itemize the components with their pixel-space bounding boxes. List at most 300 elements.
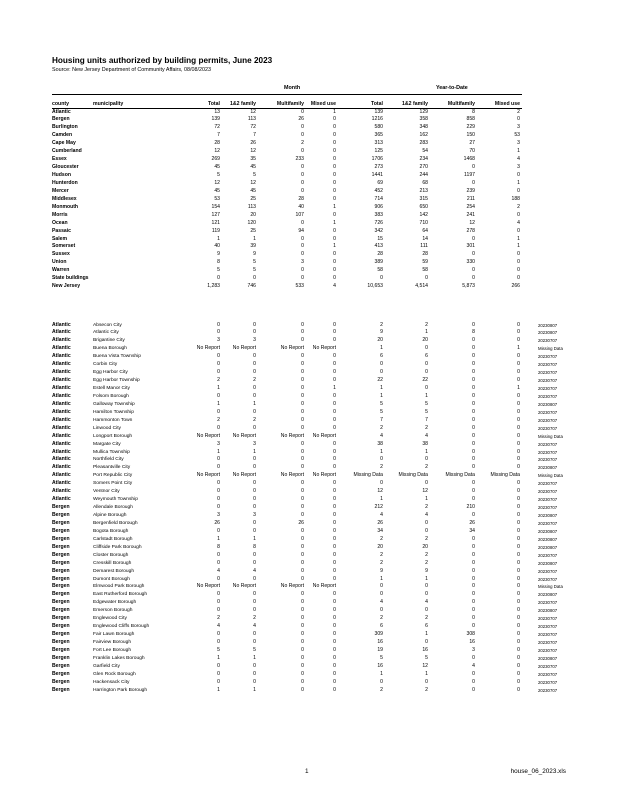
municipality-name: Dumont Borough	[93, 576, 130, 582]
value-cell: 12	[214, 148, 220, 155]
report-date: 20230707	[538, 552, 558, 558]
county-name: Atlantic	[52, 488, 71, 495]
value-cell: 0	[301, 408, 304, 415]
value-cell: 0	[333, 607, 336, 614]
value-cell: 283	[419, 140, 428, 147]
report-date: 20230707	[538, 425, 558, 431]
table-row	[0, 385, 618, 393]
value-cell: 1	[425, 575, 428, 582]
value-cell: 0	[517, 361, 520, 368]
county-name: Bergen	[52, 678, 70, 685]
value-cell: 0	[380, 678, 383, 685]
value-cell: 13	[214, 108, 220, 115]
value-cell: 239	[466, 187, 475, 194]
county-name: Atlantic	[52, 448, 71, 455]
municipality-detail-table	[0, 322, 618, 695]
value-cell: 0	[217, 670, 220, 677]
value-cell: 0	[472, 321, 475, 328]
value-cell: 309	[374, 631, 383, 638]
value-cell: 266	[511, 283, 520, 290]
report-date: 20230807	[538, 544, 558, 550]
county-name: Bergen	[52, 116, 70, 123]
value-cell: 4	[425, 432, 428, 439]
value-cell: 0	[253, 329, 256, 336]
value-cell: 20	[422, 543, 428, 550]
table-row	[0, 647, 618, 655]
file-name: house_06_2023.xls	[510, 768, 566, 775]
value-cell: 358	[419, 116, 428, 123]
col-ytd-total: Total	[370, 101, 383, 107]
report-date: 20230707	[538, 386, 558, 391]
value-cell: 2	[425, 686, 428, 693]
municipality-name: Elmwood Park Borough	[93, 584, 145, 590]
value-cell: 0	[472, 353, 475, 360]
municipality-name: Brigantine City	[93, 338, 125, 344]
value-cell: 315	[419, 195, 428, 202]
report-date: 20230707	[538, 393, 558, 399]
report-date: 20230807	[538, 536, 558, 542]
value-cell: 7	[253, 132, 256, 139]
col-ytd-mixeduse: Mixed use	[494, 101, 520, 107]
county-name: Camden	[52, 132, 73, 139]
municipality-name: Pleasantville City	[93, 465, 131, 471]
value-cell: 0	[472, 164, 475, 171]
value-cell: 0	[301, 654, 304, 661]
municipality-name: Buena Vista Township	[93, 354, 141, 360]
value-cell: 1	[333, 385, 336, 391]
value-cell: 0	[301, 353, 304, 360]
value-cell: 0	[301, 543, 304, 550]
value-cell: No Report	[232, 472, 256, 479]
value-cell: 1,283	[207, 283, 220, 290]
value-cell: 16	[422, 646, 428, 653]
table-row	[0, 655, 618, 663]
value-cell: No Report	[196, 472, 220, 479]
value-cell: 58	[422, 267, 428, 274]
value-cell: 0	[517, 464, 520, 471]
county-name: Passaic	[52, 227, 71, 234]
value-cell: 0	[517, 543, 520, 550]
county-name: Bergen	[52, 535, 70, 542]
value-cell: 1	[217, 385, 220, 391]
value-cell: 0	[425, 345, 428, 352]
value-cell: 0	[333, 337, 336, 344]
table-row	[0, 591, 618, 599]
table-row	[0, 576, 618, 584]
report-date: 20230707	[538, 481, 558, 487]
value-cell: 0	[517, 408, 520, 415]
value-cell: 710	[419, 219, 428, 226]
county-name: Ocean	[52, 219, 68, 226]
value-cell: No Report	[196, 432, 220, 439]
value-cell: 2	[217, 416, 220, 423]
value-cell: 0	[517, 480, 520, 487]
value-cell: 26	[214, 519, 220, 526]
value-cell: 2	[380, 321, 383, 328]
value-cell: 0	[472, 464, 475, 471]
county-name: Bergen	[52, 599, 70, 606]
value-cell: 0	[472, 448, 475, 455]
county-name: Atlantic	[52, 329, 71, 336]
value-cell: 3	[517, 164, 520, 171]
summary-row	[0, 275, 618, 283]
value-cell: Missing Data	[353, 472, 383, 479]
value-cell: No Report	[232, 583, 256, 590]
value-cell: 0	[380, 456, 383, 463]
table-row	[0, 417, 618, 425]
value-cell: 38	[422, 440, 428, 447]
report-date: 20230807	[538, 592, 558, 598]
municipality-name: Cliffside Park Borough	[93, 544, 142, 550]
value-cell: 54	[422, 148, 428, 155]
value-cell: Missing Data	[490, 472, 520, 479]
table-row	[0, 528, 618, 536]
value-cell: No Report	[312, 432, 336, 439]
value-cell: 0	[472, 369, 475, 376]
table-row	[0, 401, 618, 409]
value-cell: 0	[333, 440, 336, 447]
value-cell: 45	[214, 187, 220, 194]
value-cell: 0	[253, 424, 256, 431]
value-cell: 2	[425, 504, 428, 511]
value-cell: 0	[301, 251, 304, 258]
value-cell: 0	[217, 369, 220, 376]
value-cell: 0	[217, 678, 220, 685]
value-cell: 0	[333, 488, 336, 495]
report-date: Missing Data	[538, 433, 563, 439]
value-cell: 0	[333, 369, 336, 376]
value-cell: 413	[374, 243, 383, 250]
report-date: 20230807	[538, 401, 558, 407]
report-date: 20230707	[538, 354, 558, 360]
value-cell: 330	[466, 259, 475, 266]
value-cell: 0	[380, 275, 383, 282]
table-row	[0, 599, 618, 607]
table-row	[0, 679, 618, 687]
value-cell: 0	[333, 424, 336, 431]
county-name: Atlantic	[52, 337, 71, 344]
value-cell: 28	[214, 140, 220, 147]
county-name: Atlantic	[52, 408, 71, 415]
value-cell: 0	[333, 670, 336, 677]
value-cell: 0	[253, 392, 256, 399]
value-cell: 40	[298, 203, 304, 210]
value-cell: 0	[301, 337, 304, 344]
value-cell: 0	[301, 416, 304, 423]
municipality-name: Alpine Borough	[93, 513, 127, 518]
municipality-name: Northfield City	[93, 457, 124, 463]
value-cell: 2	[425, 559, 428, 566]
value-cell: 1	[425, 670, 428, 677]
value-cell: 0	[517, 369, 520, 376]
value-cell: 342	[374, 227, 383, 234]
value-cell: 10,653	[367, 283, 383, 290]
value-cell: 0	[301, 243, 304, 250]
value-cell: 0	[253, 519, 256, 526]
value-cell: 12	[250, 148, 256, 155]
county-name: Bergen	[52, 615, 70, 622]
value-cell: 313	[374, 140, 383, 147]
header-divider-top	[52, 94, 522, 95]
value-cell: 0	[301, 385, 304, 391]
county-name: Burlington	[52, 124, 78, 131]
value-cell: 0	[517, 631, 520, 638]
value-cell: 0	[301, 179, 304, 186]
value-cell: 0	[253, 353, 256, 360]
value-cell: 154	[211, 203, 220, 210]
value-cell: 0	[301, 361, 304, 368]
value-cell: 0	[425, 678, 428, 685]
value-cell: 0	[301, 607, 304, 614]
value-cell: 0	[517, 591, 520, 598]
value-cell: 107	[295, 211, 304, 218]
value-cell: 25	[250, 195, 256, 202]
value-cell: 9	[217, 251, 220, 258]
county-name: Essex	[52, 156, 67, 163]
value-cell: 0	[425, 639, 428, 645]
table-row	[0, 552, 618, 560]
municipality-name: Egg Harbor City	[93, 370, 128, 376]
value-cell: 244	[419, 172, 428, 178]
municipality-name: Bogota Borough	[93, 528, 129, 534]
municipality-name: Egg Harbor Township	[93, 378, 140, 384]
value-cell: 0	[517, 187, 520, 194]
value-cell: 0	[333, 512, 336, 518]
value-cell: 389	[374, 259, 383, 266]
value-cell: 0	[217, 321, 220, 328]
table-row	[0, 663, 618, 671]
value-cell: 0	[517, 527, 520, 534]
table-row	[0, 472, 618, 480]
value-cell: 0	[301, 575, 304, 582]
value-cell: 0	[472, 400, 475, 407]
value-cell: 0	[517, 432, 520, 439]
table-row	[0, 623, 618, 631]
value-cell: 0	[517, 353, 520, 360]
value-cell: 0	[517, 639, 520, 645]
value-cell: 139	[211, 116, 220, 123]
municipality-name: Glen Rock Borough	[93, 671, 136, 677]
value-cell: 4	[380, 512, 383, 518]
value-cell: 0	[517, 575, 520, 582]
value-cell: 212	[374, 504, 383, 511]
summary-row	[0, 124, 618, 132]
value-cell: 5	[217, 267, 220, 274]
table-row	[0, 369, 618, 377]
value-cell: 5	[253, 267, 256, 274]
value-cell: 0	[333, 329, 336, 336]
county-name: Atlantic	[52, 385, 71, 391]
value-cell: No Report	[280, 472, 304, 479]
value-cell: 1	[380, 385, 383, 391]
value-cell: 2	[380, 464, 383, 471]
report-date: 20230707	[538, 441, 558, 447]
county-name: Mercer	[52, 187, 69, 194]
value-cell: 0	[472, 432, 475, 439]
table-row	[0, 512, 618, 520]
value-cell: 94	[298, 227, 304, 234]
value-cell: 0	[301, 504, 304, 511]
value-cell: 241	[466, 211, 475, 218]
summary-row	[0, 196, 618, 204]
value-cell: 1	[517, 243, 520, 250]
value-cell: 0	[301, 267, 304, 274]
value-cell: 365	[374, 132, 383, 139]
value-cell: 2	[425, 424, 428, 431]
county-name: Sussex	[52, 251, 70, 258]
value-cell: 26	[298, 116, 304, 123]
report-date: 20230707	[538, 687, 558, 693]
value-cell: 1	[253, 654, 256, 661]
value-cell: 1	[217, 448, 220, 455]
value-cell: 45	[214, 164, 220, 171]
summary-row	[0, 148, 618, 156]
county-summary-table	[0, 109, 618, 292]
value-cell: 0	[517, 623, 520, 630]
value-cell: 0	[253, 385, 256, 391]
value-cell: 0	[333, 353, 336, 360]
value-cell: 8	[253, 543, 256, 550]
value-cell: 26	[469, 519, 475, 526]
value-cell: 1	[333, 243, 336, 250]
col-county: county	[52, 101, 70, 107]
county-name: Atlantic	[52, 464, 71, 471]
value-cell: 0	[333, 416, 336, 423]
summary-row	[0, 204, 618, 212]
value-cell: 28	[298, 195, 304, 202]
value-cell: 0	[217, 424, 220, 431]
county-name: Bergen	[52, 686, 70, 693]
value-cell: 125	[374, 148, 383, 155]
municipality-name: Galloway Township	[93, 401, 135, 407]
county-name: Atlantic	[52, 480, 71, 487]
value-cell: 0	[217, 408, 220, 415]
value-cell: 7	[380, 416, 383, 423]
value-cell: 26	[250, 140, 256, 147]
value-cell: 2	[425, 615, 428, 622]
summary-row	[0, 220, 618, 228]
summary-row	[0, 188, 618, 196]
value-cell: 0	[333, 267, 336, 274]
value-cell: 0	[253, 607, 256, 614]
value-cell: 0	[301, 219, 304, 226]
value-cell: 0	[253, 575, 256, 582]
value-cell: 0	[333, 116, 336, 123]
value-cell: 0	[333, 195, 336, 202]
value-cell: 45	[250, 187, 256, 194]
value-cell: 35	[250, 156, 256, 163]
value-cell: 0	[253, 599, 256, 606]
value-cell: 746	[247, 283, 256, 290]
value-cell: 0	[301, 686, 304, 693]
value-cell: 0	[472, 535, 475, 542]
value-cell: 16	[377, 662, 383, 669]
value-cell: 726	[374, 219, 383, 226]
value-cell: No Report	[196, 583, 220, 590]
county-name: Cape May	[52, 140, 76, 147]
col-month-12family: 1&2 family	[230, 101, 256, 107]
value-cell: 40	[214, 243, 220, 250]
value-cell: 0	[301, 551, 304, 558]
value-cell: 234	[419, 156, 428, 163]
report-date: 20230707	[538, 568, 558, 574]
value-cell: 1	[253, 400, 256, 407]
value-cell: 9	[380, 329, 383, 336]
value-cell: 533	[295, 283, 304, 290]
value-cell: 12	[469, 219, 475, 226]
value-cell: 0	[380, 369, 383, 376]
value-cell: 0	[253, 480, 256, 487]
value-cell: 0	[472, 496, 475, 503]
value-cell: 0	[301, 464, 304, 471]
value-cell: 0	[333, 662, 336, 669]
value-cell: 0	[301, 623, 304, 630]
value-cell: 72	[214, 124, 220, 131]
col-ytd-multifamily: Multifamily	[447, 101, 475, 107]
value-cell: 2	[380, 424, 383, 431]
value-cell: 0	[425, 607, 428, 614]
value-cell: 4	[217, 623, 220, 630]
report-date: 20230707	[538, 576, 558, 582]
value-cell: 15	[377, 235, 383, 242]
value-cell: 0	[333, 448, 336, 455]
value-cell: 3	[217, 337, 220, 344]
municipality-name: Longport Borough	[93, 433, 133, 439]
table-row	[0, 583, 618, 591]
table-row	[0, 488, 618, 496]
municipality-name: Edgewater Borough	[93, 600, 137, 606]
value-cell: 0	[425, 527, 428, 534]
value-cell: 4	[380, 599, 383, 606]
value-cell: 0	[333, 646, 336, 653]
value-cell: No Report	[280, 583, 304, 590]
value-cell: 2	[517, 203, 520, 210]
value-cell: 0	[517, 211, 520, 218]
value-cell: 1	[380, 392, 383, 399]
municipality-name: Buena Borough	[93, 346, 127, 352]
value-cell: 0	[333, 408, 336, 415]
value-cell: 22	[377, 377, 383, 384]
value-cell: 0	[517, 329, 520, 336]
value-cell: 0	[333, 519, 336, 526]
county-name: Salem	[52, 235, 68, 242]
value-cell: 0	[472, 678, 475, 685]
value-cell: 121	[211, 219, 220, 226]
value-cell: 0	[517, 551, 520, 558]
value-cell: 0	[517, 377, 520, 384]
value-cell: 1	[253, 448, 256, 455]
value-cell: 0	[517, 424, 520, 431]
value-cell: 452	[374, 187, 383, 194]
value-cell: 0	[472, 623, 475, 630]
value-cell: 1	[380, 345, 383, 352]
county-name: Bergen	[52, 670, 70, 677]
municipality-name: Bergenfield Borough	[93, 520, 138, 526]
summary-row	[0, 259, 618, 267]
value-cell: 1	[253, 235, 256, 242]
value-cell: 0	[333, 464, 336, 471]
table-row	[0, 536, 618, 544]
value-cell: 0	[301, 148, 304, 155]
value-cell: 0	[333, 124, 336, 131]
value-cell: 68	[422, 179, 428, 186]
value-cell: 0	[253, 639, 256, 645]
table-row	[0, 560, 618, 568]
value-cell: 0	[253, 496, 256, 503]
value-cell: 5,873	[462, 283, 475, 290]
value-cell: 0	[472, 179, 475, 186]
county-name: Atlantic	[52, 392, 71, 399]
